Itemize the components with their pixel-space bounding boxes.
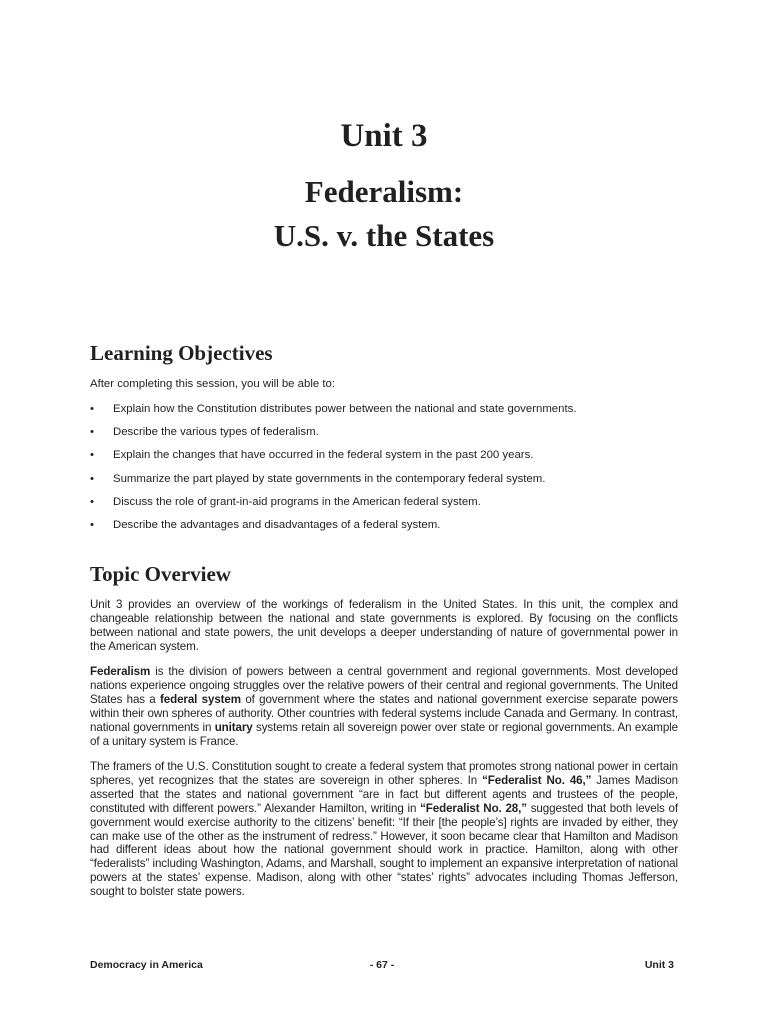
- overview-paragraph-3: [90, 760, 678, 899]
- page-title-line-1: Federalism:: [304, 174, 464, 209]
- objective-text: Describe the advantages and disadvantages of a federal system.: [113, 518, 441, 531]
- objective-text: Summarize the part played by state governments in the contemporary federal system.: [113, 472, 546, 485]
- paragraph-text: suggested that both levels of government would exercise authority to the citizens’ benefit: “If their [the people’s] rights are invaded by either, they can make use of the other as the instrument of redress.” However, it soon became clear that Hamilton and Madison had different ideas about how the national government should work in practice. Hamilton, along with other “federalists” including Washington, Adams, and Marshall, sought to implement an expansive interpretation of national powers at the states’ expense. Madison, along with other “states’ rights” advocates including Thomas Jefferson, sought to bolster state powers.: [90, 801, 678, 899]
- term-federal-system: federal system: [159, 692, 241, 706]
- objective-text: Explain how the Constitution distributes power between the national and state governments.: [113, 403, 577, 415]
- bullet-glyph: •: [90, 518, 94, 531]
- list-item: [90, 424, 690, 447]
- paragraph-text: The framers of the U.S. Constitution sought to create a federal system that promotes strong national power in certain spheres, yet recognizes that the states are sovereign in other spheres. In: [90, 760, 678, 787]
- paragraph-text: is the division of powers between a central government and regional governments. Most developed nations experience ongoing struggles over the relative powers of their central and regional governments. The United States has a: [90, 665, 678, 706]
- learning-objectives-heading: Learning Objectives: [90, 341, 273, 365]
- page-title: [0, 170, 768, 258]
- topic-overview-heading: Topic Overview: [90, 562, 231, 586]
- page-title-line-2: U.S. v. the States: [273, 218, 495, 253]
- footer-book-title: Democracy in America: [90, 959, 203, 971]
- list-item: [90, 517, 690, 540]
- list-item: [90, 401, 690, 424]
- bullet-glyph: •: [90, 403, 94, 415]
- bullet-glyph: •: [90, 472, 94, 485]
- bullet-glyph: •: [90, 426, 94, 439]
- term-unitary: unitary: [214, 720, 253, 734]
- objective-text: Discuss the role of grant-in-aid programs in the American federal system.: [113, 495, 481, 508]
- unit-number-heading: Unit 3: [340, 118, 428, 154]
- paragraph-text: of government where the states and national government exercise separate powers within their own spheres of authority. Other countries with federal systems include Canada and Germany. In contrast, national governments in: [90, 692, 679, 734]
- learning-objectives-intro: After completing this session, you will be able to:: [90, 378, 336, 390]
- term-federalism: Federalism: [90, 665, 151, 678]
- paragraph-text: systems retain all sovereign power over state or regional governments. An example of a unitary system is France.: [90, 720, 678, 748]
- objective-text: Describe the various types of federalism.: [113, 426, 319, 439]
- learning-objectives-list: [90, 401, 690, 540]
- list-item: [90, 471, 690, 494]
- footer-page-number: - 67 -: [369, 959, 395, 971]
- overview-paragraph-2: [90, 665, 678, 748]
- paragraph-text: James Madison asserted that the states and national government “are in fact but different agents and trustees of the people, constituted with different powers.” Alexander Hamilton, writing in: [90, 773, 679, 815]
- list-item: [90, 494, 690, 517]
- objective-text: Explain the changes that have occurred in the federal system in the past 200 years.: [113, 449, 534, 462]
- list-item: [90, 447, 690, 470]
- federalist-46-citation: “Federalist No. 46,”: [482, 773, 592, 787]
- overview-paragraph-1: Unit 3 provides an overview of the workings of federalism in the United States. In this unit, the complex and changeable relationship between the national and state governments is explored. By focusing on the conflicts between national and state powers, the unit develops a deeper understanding of nature of governmental power in the American system.: [90, 598, 678, 653]
- bullet-glyph: •: [90, 495, 94, 508]
- federalist-28-citation: “Federalist No. 28,”: [420, 801, 527, 815]
- bullet-glyph: •: [90, 449, 94, 462]
- footer-unit-label: Unit 3: [644, 959, 674, 971]
